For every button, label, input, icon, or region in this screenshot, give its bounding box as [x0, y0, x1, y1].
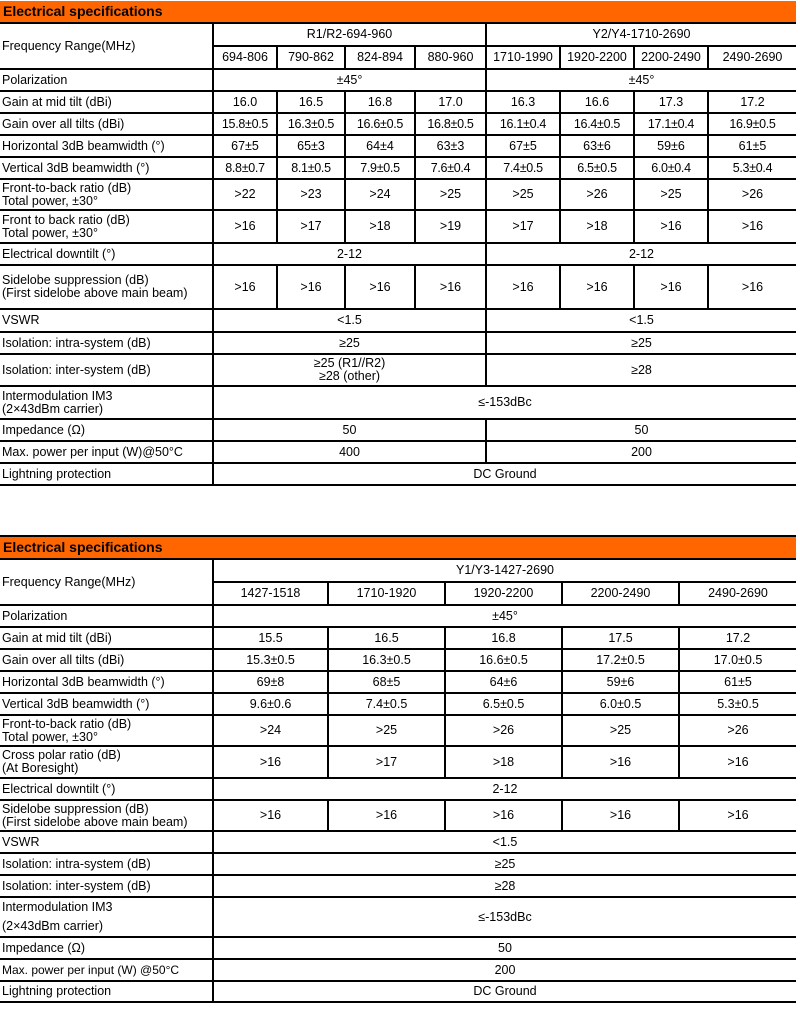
- band: 2200-2490: [562, 582, 679, 605]
- row-lightning: [0, 981, 796, 1002]
- row-impedance: [0, 937, 796, 959]
- cell: 17.0: [415, 91, 486, 113]
- cell: 200: [213, 959, 796, 981]
- row-label: [0, 800, 213, 831]
- cell: >17: [328, 746, 445, 778]
- cell: >16: [679, 746, 796, 778]
- row-intermodulation: [0, 386, 796, 419]
- cell-line: ≥28 (other): [318, 369, 381, 383]
- cell: 16.6: [560, 91, 634, 113]
- row-label: Isolation: inter-system (dB): [0, 354, 213, 386]
- cell: >26: [679, 715, 796, 746]
- row-label: Vertical 3dB beamwidth (°): [0, 157, 213, 179]
- row-gain-mid: [0, 627, 796, 649]
- row-polarization: [0, 605, 796, 627]
- band: 1920-2200: [445, 582, 562, 605]
- cell: >17: [486, 210, 560, 243]
- cell: 6.0±0.5: [562, 693, 679, 715]
- cell: 8.8±0.7: [213, 157, 277, 179]
- row-impedance: [0, 419, 796, 441]
- band-group-y2y4: Y2/Y4-1710-2690: [486, 23, 796, 46]
- cell: 67±5: [213, 135, 277, 157]
- band: 880-960: [415, 46, 486, 69]
- row-label: Gain at mid tilt (dBi): [0, 627, 213, 649]
- row-label: Max. power per input (W)@50°C: [0, 441, 213, 463]
- electrical-specs-table-1: [0, 1, 796, 486]
- band: 1710-1990: [486, 46, 560, 69]
- row-cross-polar: [0, 746, 796, 778]
- row-horizontal-beamwidth: [0, 671, 796, 693]
- row-label-line: Sidelobe suppression (dB): [2, 801, 149, 816]
- row-downtilt: [0, 778, 796, 800]
- band-group-y1y3: Y1/Y3-1427-2690: [213, 559, 796, 582]
- cell: 16.8: [345, 91, 415, 113]
- row-sidelobe: [0, 265, 796, 309]
- row-label: Isolation: inter-system (dB): [0, 875, 213, 897]
- row-isolation-intra: [0, 853, 796, 875]
- cell: >18: [445, 746, 562, 778]
- cell: >16: [486, 265, 560, 309]
- band: 790-862: [277, 46, 345, 69]
- row-label: [0, 897, 213, 937]
- row-label-line: Total power, ±30°: [2, 729, 98, 744]
- row-front-to-back: [0, 715, 796, 746]
- row-gain-mid: [0, 91, 796, 113]
- row-label-line: (At Boresight): [2, 761, 79, 775]
- cell: 16.6±0.5: [345, 113, 415, 135]
- row-label-line: (2×43dBm carrier): [2, 919, 104, 933]
- row-label: [0, 386, 213, 419]
- cell: ±45°: [213, 605, 796, 627]
- cell: >25: [562, 715, 679, 746]
- row-label: Lightning protection: [0, 981, 213, 1002]
- cell: 7.6±0.4: [415, 157, 486, 179]
- row-sidelobe: [0, 800, 796, 831]
- cell: ±45°: [213, 69, 486, 91]
- cell: >24: [345, 179, 415, 210]
- cell: 16.3: [486, 91, 560, 113]
- cell: 50: [213, 937, 796, 959]
- cell: 6.5±0.5: [560, 157, 634, 179]
- row-label-line: (First sidelobe above main beam): [2, 814, 188, 829]
- cell: 17.2: [679, 627, 796, 649]
- cell: 65±3: [277, 135, 345, 157]
- band-group-r1r2: R1/R2-694-960: [213, 23, 486, 46]
- cell: 69±8: [213, 671, 328, 693]
- band: 2200-2490: [634, 46, 708, 69]
- cell: 63±6: [560, 135, 634, 157]
- cell: 6.0±0.4: [634, 157, 708, 179]
- cell: >25: [328, 715, 445, 746]
- cell: 61±5: [679, 671, 796, 693]
- band: 1427-1518: [213, 582, 328, 605]
- cell: >16: [213, 746, 328, 778]
- cell: 2-12: [486, 243, 796, 265]
- row-intermodulation: [0, 897, 796, 937]
- row-label-line: Front-to-back ratio (dB): [2, 180, 132, 195]
- cell: 59±6: [634, 135, 708, 157]
- cell: ≥25: [486, 332, 796, 354]
- cell: >23: [277, 179, 345, 210]
- cell: 16.6±0.5: [445, 649, 562, 671]
- row-label: Lightning protection: [0, 463, 213, 485]
- cell: ≥28: [213, 875, 796, 897]
- row-label: [0, 179, 213, 210]
- row-vertical-beamwidth: [0, 693, 796, 715]
- cell: >16: [445, 800, 562, 831]
- row-front-to-back-2: [0, 210, 796, 243]
- cell: 200: [486, 441, 796, 463]
- row-isolation-inter: [0, 354, 796, 386]
- row-label-line: Cross polar ratio (dB): [2, 748, 121, 762]
- row-label: Electrical downtilt (°): [0, 243, 213, 265]
- row-label: Horizontal 3dB beamwidth (°): [0, 135, 213, 157]
- row-vswr: [0, 831, 796, 853]
- cell: >24: [213, 715, 328, 746]
- cell: 15.3±0.5: [213, 649, 328, 671]
- row-label: VSWR: [0, 309, 213, 332]
- cell: 7.4±0.5: [328, 693, 445, 715]
- cell: ≥25: [213, 332, 486, 354]
- band: 694-806: [213, 46, 277, 69]
- row-label: Gain at mid tilt (dBi): [0, 91, 213, 113]
- cell: >16: [562, 746, 679, 778]
- row-isolation-inter: [0, 875, 796, 897]
- cell: [213, 354, 486, 386]
- row-label: [0, 746, 213, 778]
- row-label-line: (First sidelobe above main beam): [2, 286, 188, 300]
- cell: 67±5: [486, 135, 560, 157]
- cell: 17.0±0.5: [679, 649, 796, 671]
- freq-range-label: Frequency Range(MHz): [0, 23, 213, 69]
- freq-range-label: Frequency Range(MHz): [0, 559, 213, 605]
- row-label: Electrical downtilt (°): [0, 778, 213, 800]
- band: 824-894: [345, 46, 415, 69]
- cell: >16: [560, 265, 634, 309]
- cell: 6.5±0.5: [445, 693, 562, 715]
- row-front-to-back-1: [0, 179, 796, 210]
- row-label: Gain over all tilts (dBi): [0, 113, 213, 135]
- cell: >26: [560, 179, 634, 210]
- row-label-line: (2×43dBm carrier): [2, 401, 104, 416]
- cell: 2-12: [213, 243, 486, 265]
- cell: 59±6: [562, 671, 679, 693]
- row-polarization: [0, 69, 796, 91]
- row-label: VSWR: [0, 831, 213, 853]
- row-label: Vertical 3dB beamwidth (°): [0, 693, 213, 715]
- cell: >16: [345, 265, 415, 309]
- cell: ≤-153dBc: [213, 897, 796, 937]
- cell: ≤-153dBc: [213, 386, 796, 419]
- cell: 7.4±0.5: [486, 157, 560, 179]
- cell: >16: [277, 265, 345, 309]
- cell: >26: [708, 179, 796, 210]
- row-label: Polarization: [0, 605, 213, 627]
- cell: 16.3±0.5: [277, 113, 345, 135]
- cell: DC Ground: [213, 981, 796, 1002]
- cell: 50: [486, 419, 796, 441]
- cell: <1.5: [213, 831, 796, 853]
- row-label: Isolation: intra-system (dB): [0, 853, 213, 875]
- cell-line: ≥25 (R1//R2): [313, 356, 386, 370]
- cell: >25: [415, 179, 486, 210]
- row-downtilt: [0, 243, 796, 265]
- cell: >16: [708, 265, 796, 309]
- cell: >16: [634, 210, 708, 243]
- band: 1920-2200: [560, 46, 634, 69]
- cell: >16: [634, 265, 708, 309]
- cell: 64±4: [345, 135, 415, 157]
- row-label-line: Intermodulation IM3: [2, 900, 113, 914]
- cell: 2-12: [213, 778, 796, 800]
- row-label: Horizontal 3dB beamwidth (°): [0, 671, 213, 693]
- cell: 9.6±0.6: [213, 693, 328, 715]
- row-label-line: Front to back ratio (dB): [2, 212, 130, 227]
- cell: 17.1±0.4: [634, 113, 708, 135]
- cell: 16.1±0.4: [486, 113, 560, 135]
- cell: DC Ground: [213, 463, 796, 485]
- cell: >16: [708, 210, 796, 243]
- row-gain-all: [0, 113, 796, 135]
- row-gain-all: [0, 649, 796, 671]
- row-label: [0, 715, 213, 746]
- electrical-specs-table-2: [0, 535, 796, 1003]
- cell: 17.2±0.5: [562, 649, 679, 671]
- cell: 17.2: [708, 91, 796, 113]
- cell: >16: [213, 265, 277, 309]
- cell: 16.8±0.5: [415, 113, 486, 135]
- row-label-line: Sidelobe suppression (dB): [2, 273, 149, 287]
- cell: >16: [679, 800, 796, 831]
- cell: 5.3±0.5: [679, 693, 796, 715]
- row-label: [0, 265, 213, 309]
- section-title: Electrical specifications: [0, 536, 796, 559]
- cell: 15.8±0.5: [213, 113, 277, 135]
- cell: 17.3: [634, 91, 708, 113]
- cell: >26: [445, 715, 562, 746]
- cell: ≥25: [213, 853, 796, 875]
- row-label-line: Total power, ±30°: [2, 225, 98, 240]
- cell: 16.5: [277, 91, 345, 113]
- section-title: Electrical specifications: [0, 1, 796, 23]
- cell: ±45°: [486, 69, 796, 91]
- cell: 400: [213, 441, 486, 463]
- cell: 16.5: [328, 627, 445, 649]
- cell: ≥28: [486, 354, 796, 386]
- row-lightning: [0, 463, 796, 485]
- row-isolation-intra: [0, 332, 796, 354]
- cell: >17: [277, 210, 345, 243]
- row-label: [0, 210, 213, 243]
- cell: >19: [415, 210, 486, 243]
- row-vertical-beamwidth: [0, 157, 796, 179]
- cell: 16.9±0.5: [708, 113, 796, 135]
- cell: >18: [560, 210, 634, 243]
- cell: >18: [345, 210, 415, 243]
- cell: >16: [415, 265, 486, 309]
- row-label: Impedance (Ω): [0, 419, 213, 441]
- row-label: Impedance (Ω): [0, 937, 213, 959]
- cell: >22: [213, 179, 277, 210]
- cell: 16.8: [445, 627, 562, 649]
- row-label-line: Front-to-back ratio (dB): [2, 716, 132, 731]
- cell: <1.5: [486, 309, 796, 332]
- band: 1710-1920: [328, 582, 445, 605]
- cell: >25: [634, 179, 708, 210]
- cell: 17.5: [562, 627, 679, 649]
- cell: 8.1±0.5: [277, 157, 345, 179]
- cell: <1.5: [213, 309, 486, 332]
- cell: 68±5: [328, 671, 445, 693]
- row-label: Max. power per input (W) @50°C: [0, 959, 213, 981]
- row-max-power: [0, 959, 796, 981]
- cell: 64±6: [445, 671, 562, 693]
- row-label: Isolation: intra-system (dB): [0, 332, 213, 354]
- cell: >16: [213, 800, 328, 831]
- row-label-line: Intermodulation IM3: [2, 388, 113, 403]
- cell: >16: [328, 800, 445, 831]
- row-horizontal-beamwidth: [0, 135, 796, 157]
- cell: 16.3±0.5: [328, 649, 445, 671]
- cell: 7.9±0.5: [345, 157, 415, 179]
- cell: 50: [213, 419, 486, 441]
- cell: >25: [486, 179, 560, 210]
- cell: 5.3±0.4: [708, 157, 796, 179]
- cell: >16: [213, 210, 277, 243]
- cell: 16.0: [213, 91, 277, 113]
- cell: 61±5: [708, 135, 796, 157]
- band: 2490-2690: [679, 582, 796, 605]
- row-label: Polarization: [0, 69, 213, 91]
- band: 2490-2690: [708, 46, 796, 69]
- row-label-line: Total power, ±30°: [2, 193, 98, 208]
- cell: 15.5: [213, 627, 328, 649]
- cell: 16.4±0.5: [560, 113, 634, 135]
- row-vswr: [0, 309, 796, 332]
- cell: >16: [562, 800, 679, 831]
- row-label: Gain over all tilts (dBi): [0, 649, 213, 671]
- row-max-power: [0, 441, 796, 463]
- cell: 63±3: [415, 135, 486, 157]
